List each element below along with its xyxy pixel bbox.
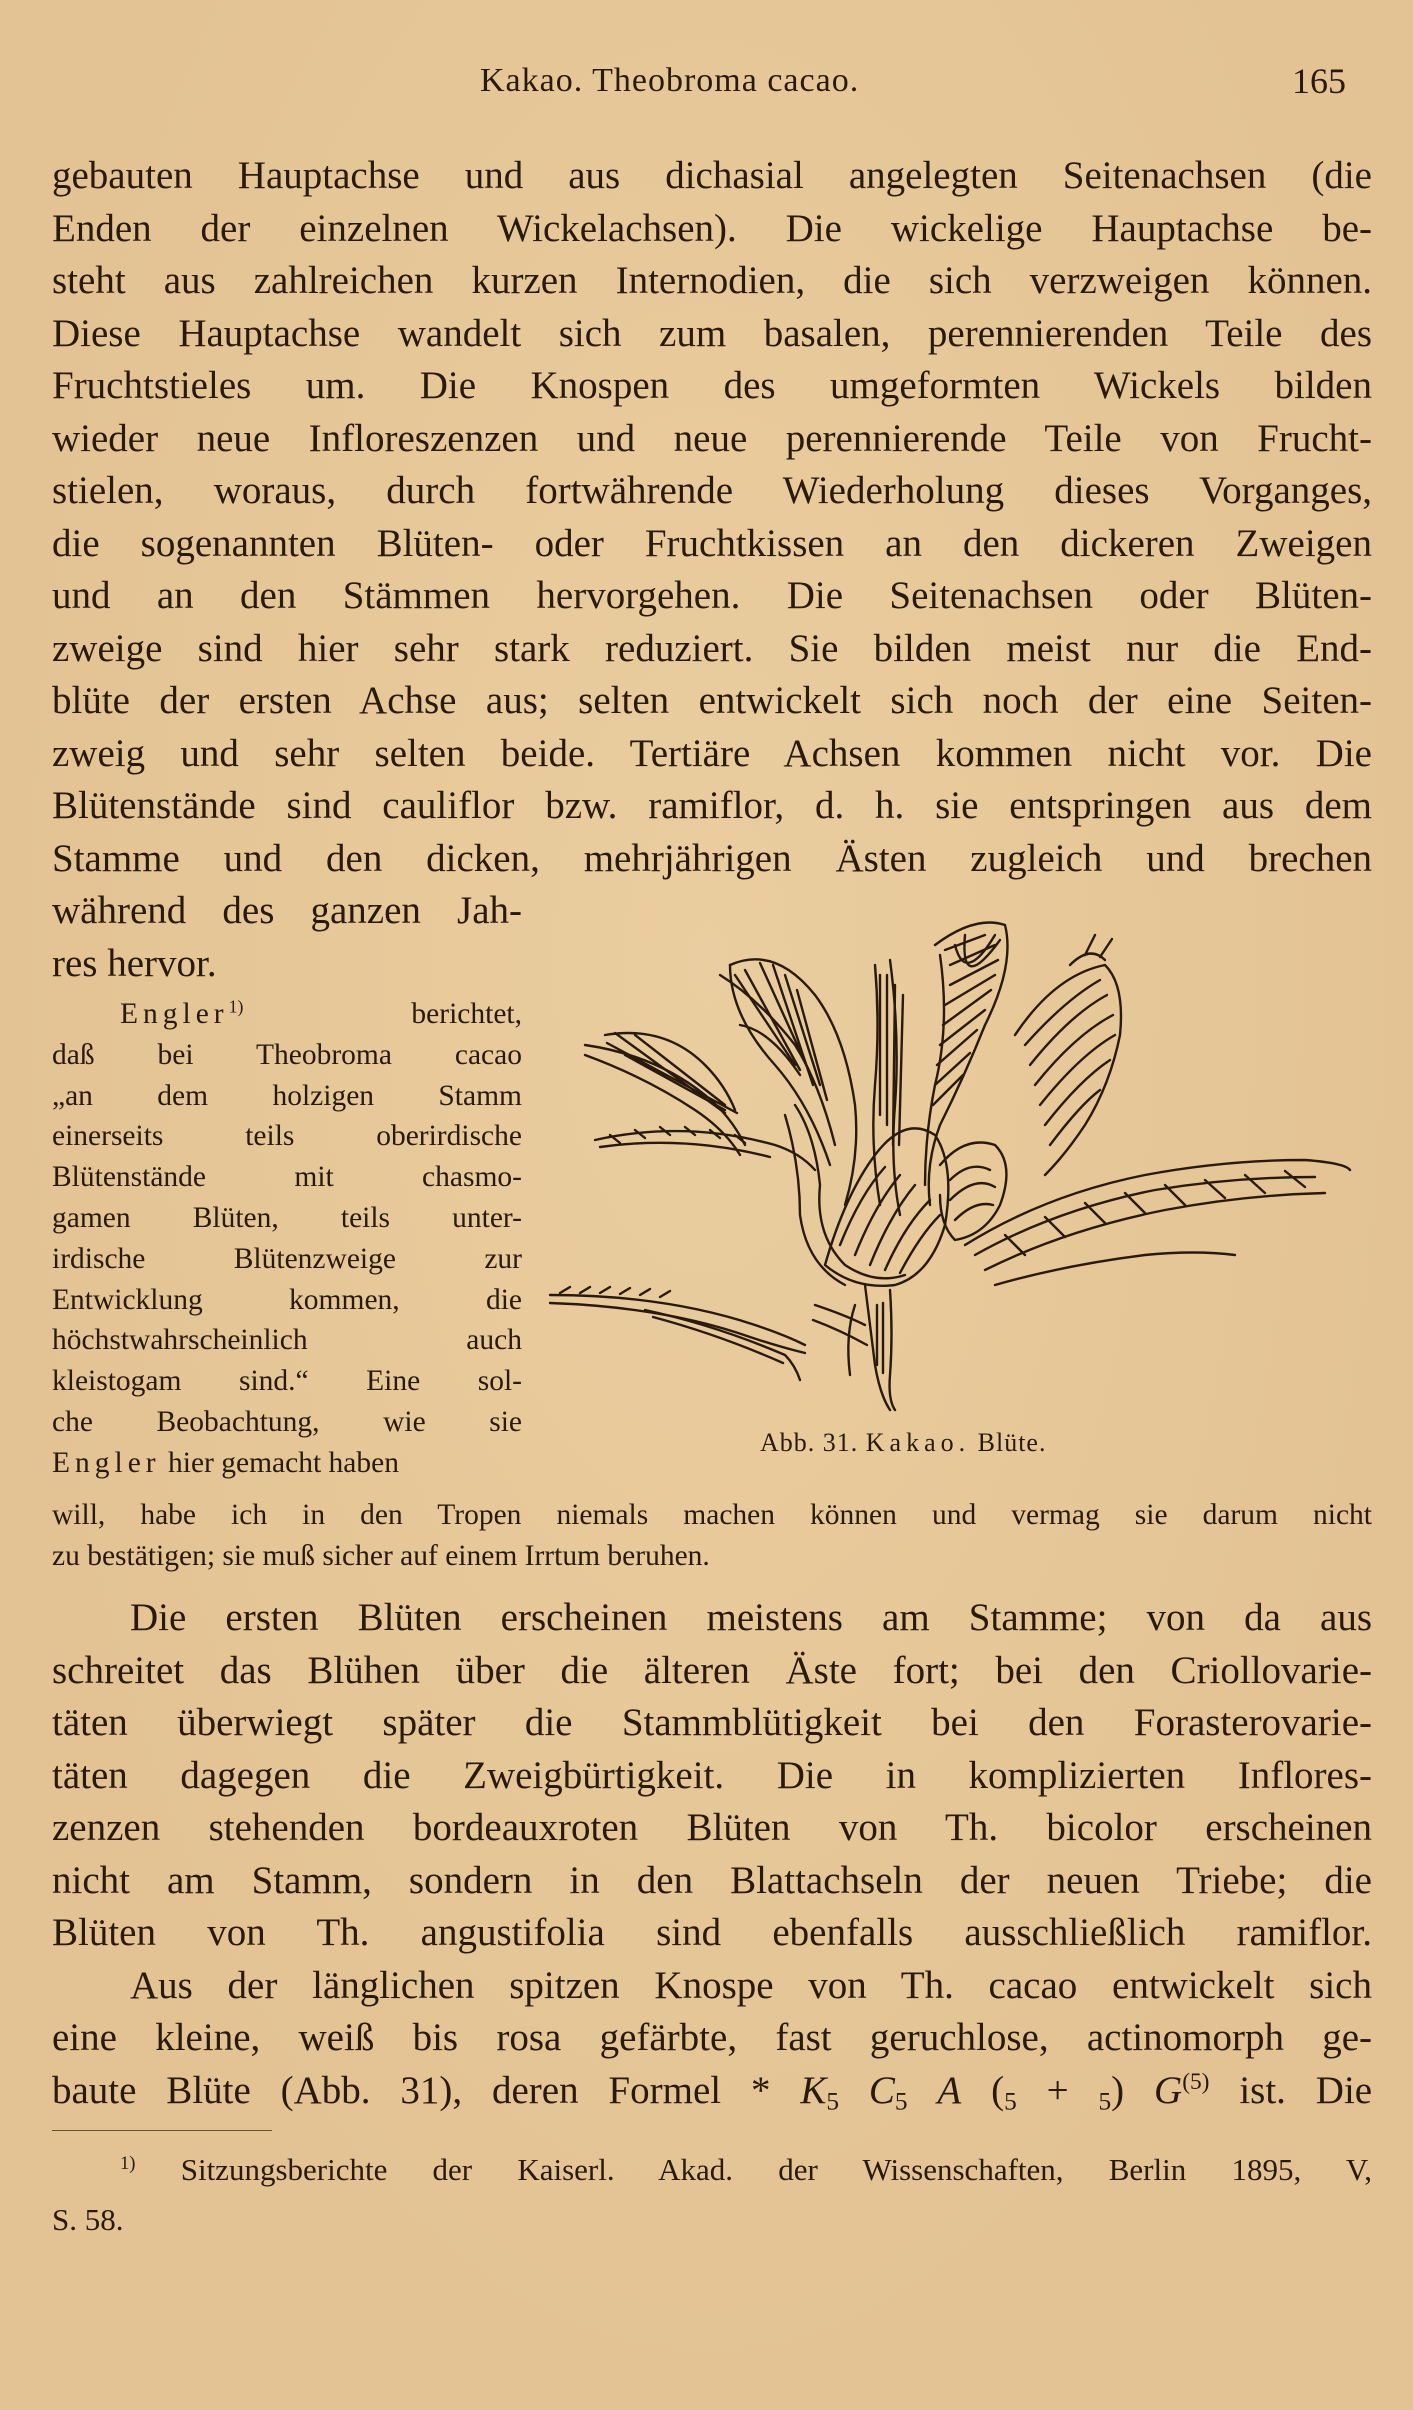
quote-block: [52, 994, 522, 1484]
text-line: höchstwahrscheinlich auch: [52, 1324, 522, 1357]
paragraph-2: [52, 1592, 1372, 2117]
text-line: zu bestätigen; sie muß sicher auf einem Irrtum beruhen.: [52, 1539, 710, 1572]
text-line: eine kleine, weiß bis rosa gefärbte, fast geruchlose, actinomorph ge-: [52, 2016, 1372, 2059]
text-line: zenzen stehenden bordeauxroten Blüten von Th. bicolor erscheinen: [52, 1806, 1372, 1849]
text-line: irdische Blütenzweige zur: [52, 1242, 522, 1275]
running-head: Kakao. Theobroma cacao.: [480, 62, 860, 99]
formula-line: baute Blüte (Abb. 31), deren Formel * $K_5$ $C_5$ A $(_5 + _5)$ $G^{(5)}$ ist. Die: [52, 2068, 1373, 2115]
author-name: Engler: [120, 998, 229, 1030]
text-line: Entwicklung kommen, die: [52, 1283, 522, 1316]
text-line: Blütenstände mit chasmo-: [52, 1161, 522, 1194]
text-line: nicht am Stamm, sondern in den Blattachseln der neuen Triebe; die: [52, 1858, 1372, 1902]
text-line: S. 58.: [52, 2202, 124, 2237]
text-line: stielen, woraus, durch fortwährende Wiederholung dieses Vorganges,: [52, 469, 1372, 512]
text-line: und an den Stämmen hervorgehen. Die Seitenachsen oder Blüten-: [52, 574, 1372, 617]
text-line: gebauten Hauptachse und aus dichasial angelegten Seitenachsen (die: [52, 154, 1372, 197]
text-line: daß bei Theobroma cacao: [52, 1038, 522, 1071]
text-line: kleistogam sind.“ Eine sol-: [52, 1365, 522, 1398]
footnote-mark: 1): [120, 2152, 136, 2174]
text-line: „an dem holzigen Stamm: [52, 1079, 522, 1112]
cacao-flower-illustration: [545, 905, 1355, 1430]
paragraph-1: [52, 150, 1372, 885]
text-line: einerseits teils oberirdische: [52, 1120, 522, 1153]
text-line: schreitet das Blühen über die älteren Äste fort; bei den Criollovarie-: [52, 1648, 1372, 1692]
text-line: Aus der länglichen spitzen Knospe von Th. cacao entwickelt sich: [130, 1963, 1372, 2007]
page-header: [0, 62, 1413, 112]
text-line: steht aus zahlreichen kurzen Internodien, die sich verzweigen können.: [52, 259, 1372, 302]
text-line: gamen Blüten, teils unter-: [52, 1201, 522, 1234]
text-line: Engler hier gemacht haben: [52, 1446, 399, 1479]
text-line: blüte der ersten Achse aus; selten entwickelt sich noch der eine Seiten-: [52, 679, 1372, 722]
text-line: Stamme und den dicken, mehrjährigen Ästen zugleich und brechen: [52, 836, 1372, 880]
text-line: täten überwiegt später die Stammblütigkeit bei den Forasterovarie-: [52, 1701, 1372, 1744]
text-line: res hervor.: [52, 941, 217, 985]
formula: * $K_5$ $C_5$ A $(_5 + _5)$ $G^{(5)}$: [750, 2068, 1210, 2115]
text-line: will, habe ich in den Tropen niemals machen können und vermag sie darum nicht: [52, 1499, 1372, 1531]
page-number: 165: [1292, 61, 1346, 101]
text-line: Enden der einzelnen Wickelachsen). Die wickelige Hauptachse be-: [52, 206, 1372, 250]
text-line: $^{1)}$ Sitzungsberichte der Kaiserl. Akad. der Wissenschaften, Berlin 1895, V,: [120, 2152, 1372, 2187]
text-line: Blütenstände sind cauliflor bzw. ramiflor, d. h. sie entspringen aus dem: [52, 784, 1372, 827]
text-line: Diese Hauptachse wandelt sich zum basalen, perennierenden Teile des: [52, 311, 1372, 355]
text-line: Engler$^{1)}$ berichtet,: [120, 996, 522, 1030]
text-line: während des ganzen Jah-: [52, 889, 522, 932]
text-line: wieder neue Infloreszenzen und neue perennierende Teile von Frucht-: [52, 416, 1372, 460]
text-line: Fruchtstieles um. Die Knospen des umgeformten Wickels bilden: [52, 364, 1372, 407]
figure-caption: Abb. 31. Kakao. Blüte.: [760, 1428, 1047, 1457]
text-line: zweig und sehr selten beide. Tertiäre Achsen kommen nicht vor. Die: [52, 731, 1372, 775]
text-line: che Beobachtung, wie sie: [52, 1405, 522, 1438]
author-name: Engler: [52, 1446, 161, 1479]
footnote: [52, 2145, 1372, 2245]
text-line: Blüten von Th. angustifolia sind ebenfalls ausschließlich ramiflor.: [52, 1911, 1372, 1954]
footnote-rule: [52, 2130, 272, 2131]
text-line: Die ersten Blüten erscheinen meistens am Stamme; von da aus: [130, 1596, 1372, 1639]
footnote-ref: 1): [228, 996, 244, 1017]
text-line: täten dagegen die Zweigbürtigkeit. Die in komplizierten Inflores-: [52, 1753, 1372, 1797]
text-line: die sogenannten Blüten- oder Fruchtkissen an den dickeren Zweigen: [52, 521, 1372, 565]
text-line: zweige sind hier sehr stark reduziert. Sie bilden meist nur die End-: [52, 626, 1372, 670]
paragraph-1-wrap: [52, 885, 522, 990]
quote-block-continued: [52, 1495, 1372, 1577]
